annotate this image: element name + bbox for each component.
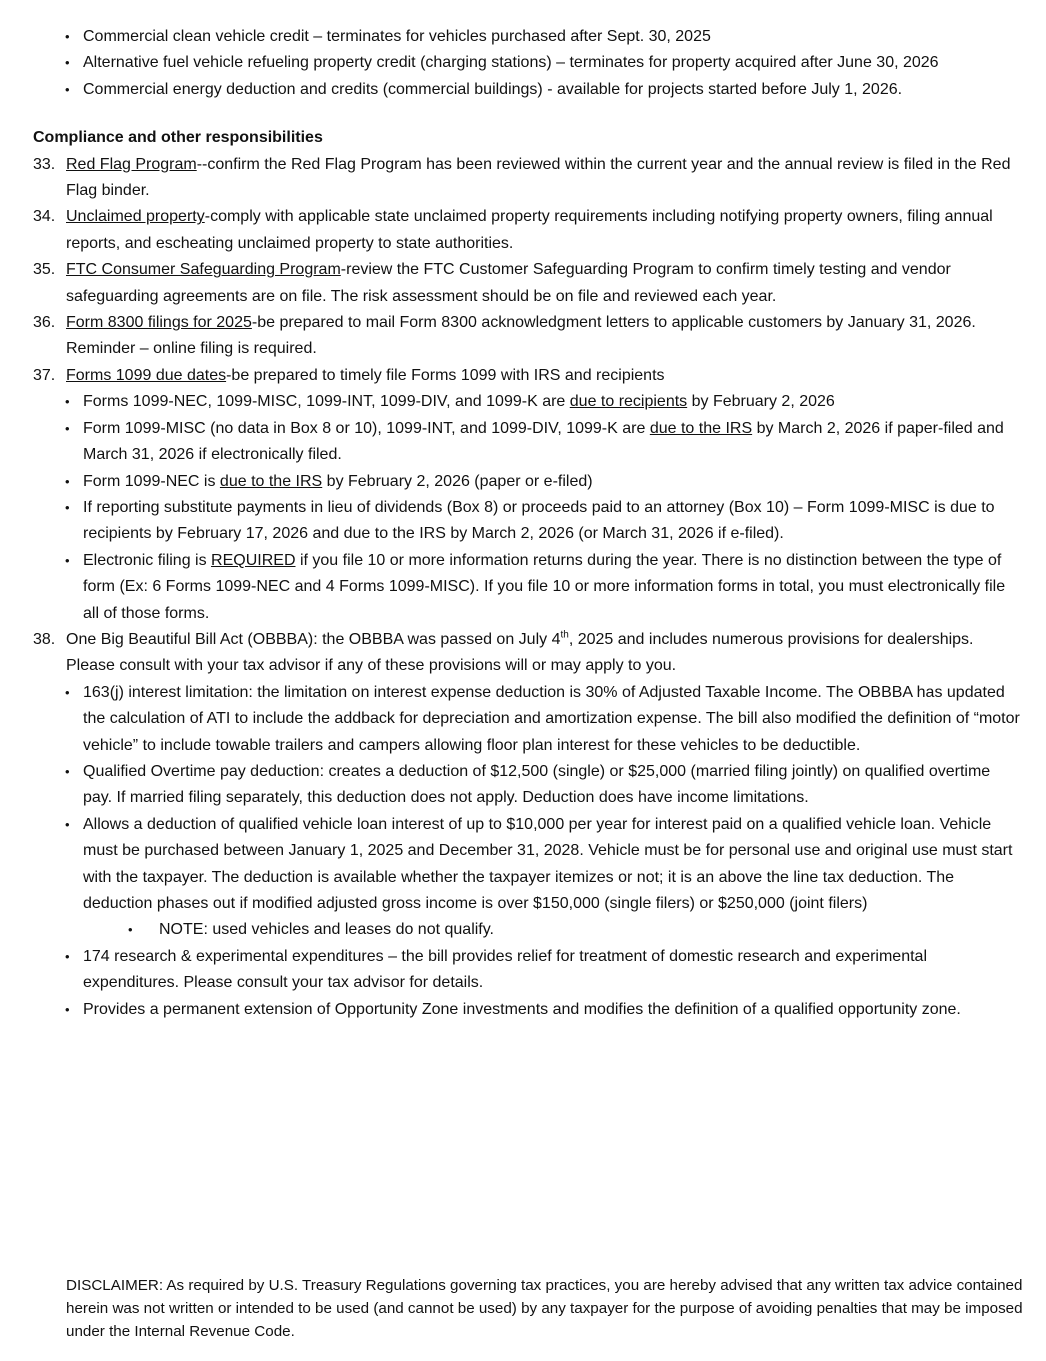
item-text: -be prepared to timely file Forms 1099 with IRS and recipients <box>226 366 665 384</box>
item-number: 38. <box>33 630 56 648</box>
bullet-icon: • <box>65 499 70 515</box>
list-item-38-bullet-3: • Allows a deduction of qualified vehicle loan interest of up to $10,000 per year for interest paid on a qualified vehicle loan. Vehicle must be purchased between January 1, 2025 and December 31, 2028. Vehicle must be for personal use and original use must start with the taxpayer. The deduction is available whether the taxpayer itemizes or not; it is an above the line tax deduction. The deduction phases out if modified adjusted gross income is over $150,000 (single filers) or $250,000 (joint filers) <box>33 812 1023 918</box>
bullet-icon: • <box>65 552 70 568</box>
bullet-icon: • <box>65 55 70 71</box>
disclaimer: DISCLAIMER: As required by U.S. Treasury Regulations governing tax practices, you are hereby advised that any written tax advice contained herein was not written or intended to be used (and cannot be used) by any taxpayer for the purpose of avoiding penalties that may be imposed under the Internal Revenue Code. <box>66 1277 1023 1340</box>
item-title: Unclaimed property <box>66 208 205 226</box>
list-item-38-bullet-4: • 174 research & experimental expenditures – the bill provides relief for treatment of domestic research and experimental expenditures. Please consult your tax advisor for details. <box>33 944 1023 997</box>
bullet-icon: • <box>65 1001 70 1017</box>
bullet-icon: • <box>65 394 70 410</box>
bullet-icon: • <box>128 922 133 938</box>
item-title: Red Flag Program <box>66 155 197 173</box>
item-number: 33. <box>33 155 56 173</box>
item-title: Forms 1099 due dates <box>66 366 227 384</box>
item-number: 34. <box>33 208 56 226</box>
document-body <box>33 24 1023 1023</box>
bullet-icon: • <box>65 948 70 964</box>
section-heading: Compliance and other responsibilities <box>33 129 323 147</box>
bullet-icon: • <box>65 81 70 97</box>
item-title: Form 8300 filings for 2025 <box>66 314 252 332</box>
item-text: --confirm the Red Flag Program has been reviewed within the current year and the annual review is filed in the Red Flag binder. <box>66 155 1011 200</box>
list-item-38-sub-bullet: • NOTE: used vehicles and leases do not qualify. <box>33 917 1023 943</box>
list-item-37-bullet-3: • Form 1099-NEC is due to the IRS by February 2, 2026 (paper or e-filed) <box>33 469 1023 495</box>
bullet-icon: • <box>65 29 70 44</box>
list-item-37 <box>33 363 1023 389</box>
list-item-38-bullet-5: • Provides a permanent extension of Opportunity Zone investments and modifies the definition of a qualified opportunity zone. <box>33 997 1023 1023</box>
bullet-icon: • <box>65 816 70 832</box>
list-item-38-bullet-1: • 163(j) interest limitation: the limitation on interest expense deduction is 30% of Adjusted Taxable Income. The OBBBA has updated the calculation of ATI to include the addback for depreciation and amortization expense. The bill also modified the definition of “motor vehicle” to include towable trailers and campers allowing floor plan interest for these vehicles to be deductible. <box>33 680 1023 759</box>
item-number: 37. <box>33 366 56 384</box>
list-item-33 <box>33 152 1023 205</box>
item-text: -comply with applicable state unclaimed property requirements including notifying property owners, filing annual reports, and escheating unclaimed property to state authorities. <box>66 208 993 252</box>
bullet-icon: • <box>65 763 70 779</box>
list-item-36 <box>33 310 1023 363</box>
item-text: -review the FTC Customer Safeguarding Program to confirm timely testing and vendor safeguarding agreements are on file. The risk assessment should be on file and reviewed each year. <box>66 261 951 305</box>
bullet-icon: • <box>65 684 70 700</box>
list-item-37-bullet-1: • Forms 1099-NEC, 1099-MISC, 1099-INT, 1099-DIV, and 1099-K are due to recipients by February 2, 2026 <box>33 389 1023 415</box>
list-item-38-bullet-2: • Qualified Overtime pay deduction: creates a deduction of $12,500 (single) or $25,000 (married filing jointly) on qualified overtime pay. If married filing separately, this deduction does not apply. Deduction does have income limitations. <box>33 759 1023 812</box>
list-item-credit-3: • Commercial energy deduction and credits (commercial buildings) - available for projects started before July 1, 2026. <box>33 77 1023 103</box>
bullet-icon: • <box>65 473 70 489</box>
item-number: 35. <box>33 261 56 279</box>
list-item-credit-2: • Alternative fuel vehicle refueling property credit (charging stations) – terminates for property acquired after June 30, 2026 <box>33 50 1023 76</box>
item-number: 36. <box>33 314 56 332</box>
list-item-credit-1: • Commercial clean vehicle credit – terminates for vehicles purchased after Sept. 30, 2025 <box>33 24 1023 50</box>
item-title: FTC Consumer Safeguarding Program <box>66 261 341 279</box>
item-text: -be prepared to mail Form 8300 acknowledgment letters to applicable customers by January 31, 2026. Reminder – online filing is required. <box>66 314 976 358</box>
list-item-37-bullet-2: • Form 1099-MISC (no data in Box 8 or 10), 1099-INT, and 1099-DIV, 1099-K are due to the IRS by March 2, 2026 if paper-filed and March 31, 2026 if electronically filed. <box>33 416 1023 469</box>
list-item-34 <box>33 204 1023 257</box>
bullet-icon: • <box>65 420 70 436</box>
list-item-35 <box>33 257 1023 310</box>
list-item-37-bullet-5: • Electronic filing is REQUIRED if you file 10 or more information returns during the year. There is no distinction between the type of form (Ex: 6 Forms 1099-NEC and 4 Forms 1099-MISC). If you file 10 or more information forms in total, you must electronically file all of those forms. <box>33 548 1023 627</box>
list-item-38: 38. One Big Beautiful Bill Act (OBBBA): the OBBBA was passed on July 4th, 2025 and includes numerous provisions for dealerships. Please consult with your tax advisor if any of these provisions will or may apply to you. <box>33 627 1023 680</box>
list-item-37-bullet-4: • If reporting substitute payments in lieu of dividends (Box 8) or proceeds paid to an attorney (Box 10) – Form 1099-MISC is due to recipients by February 17, 2026 and due to the IRS by March 2, 2026 (or March 31, 2026 if e-filed). <box>33 495 1023 548</box>
